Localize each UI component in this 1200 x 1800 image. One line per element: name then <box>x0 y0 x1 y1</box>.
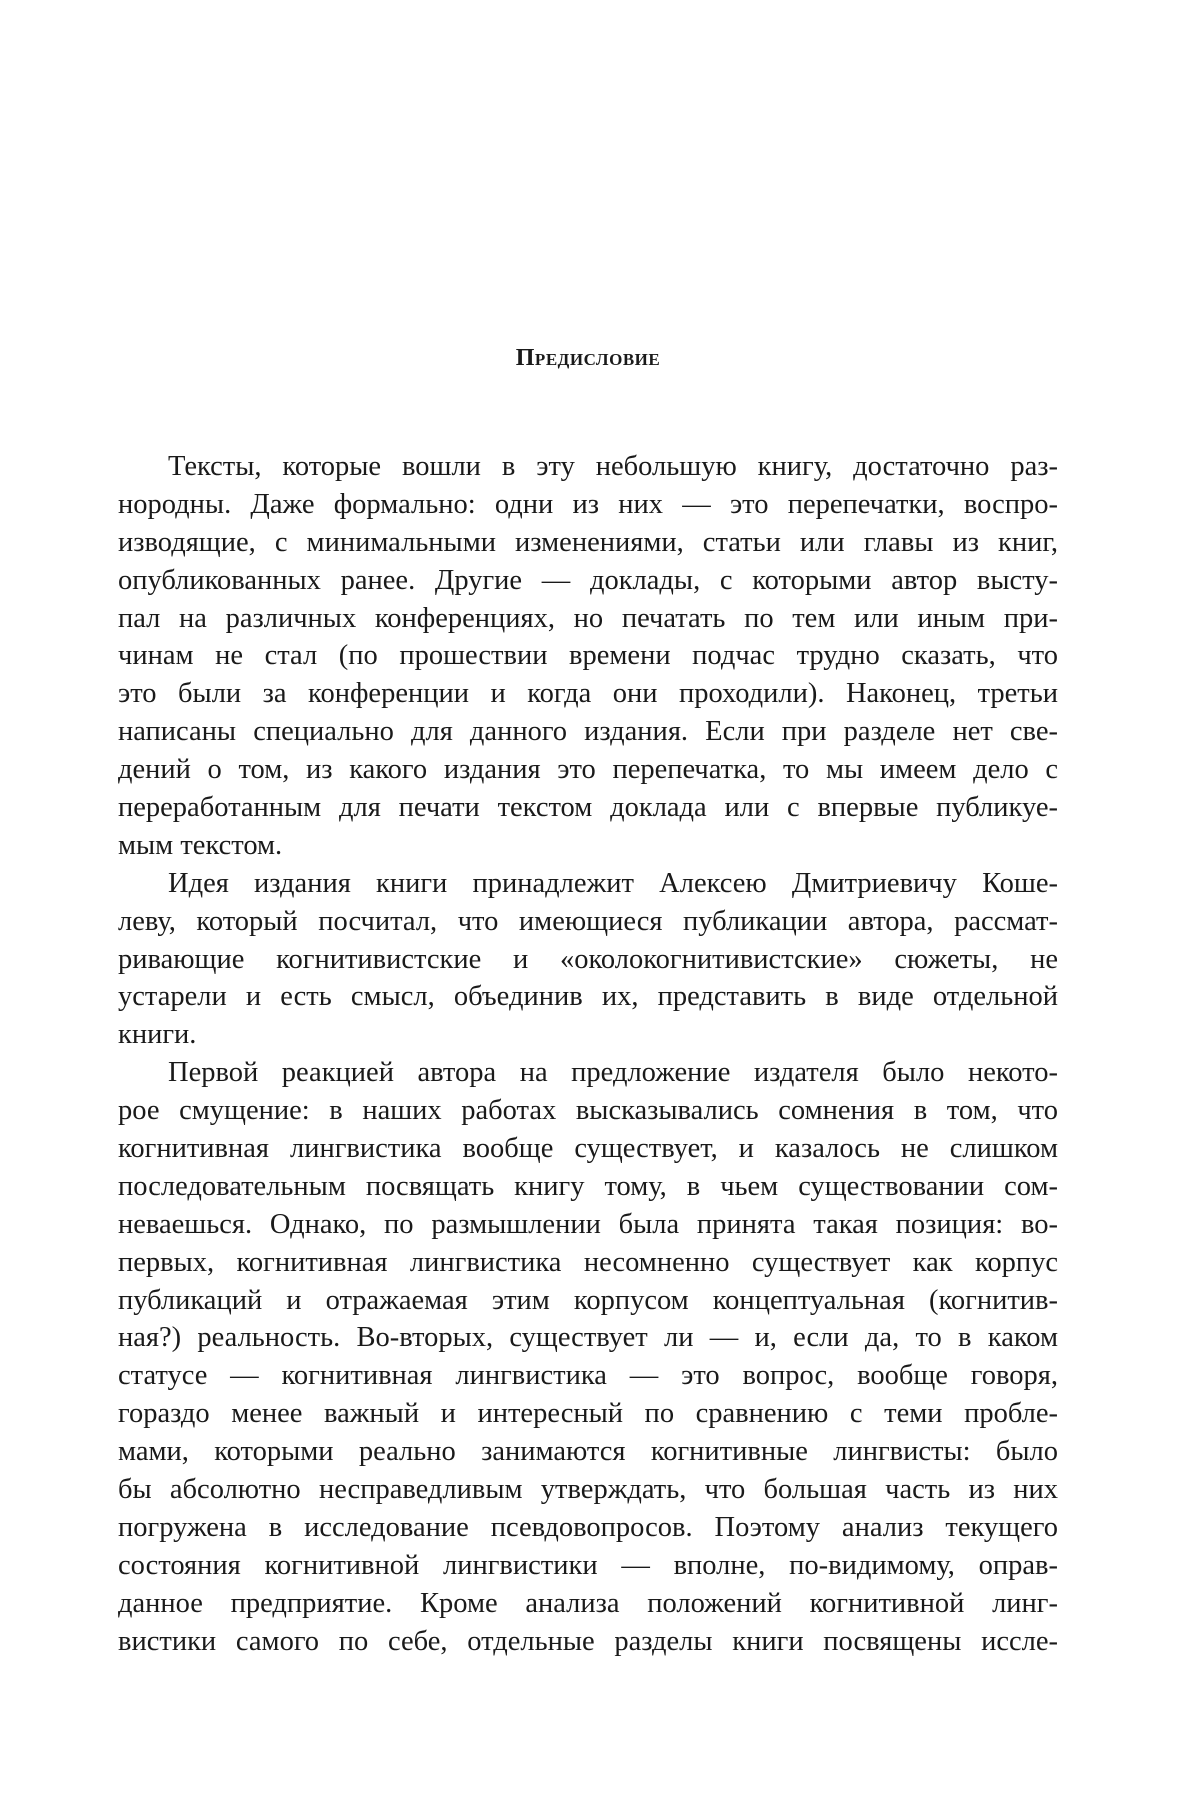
text-line: неваешься. Однако, по размышлении была принята такая позиция: во- <box>118 1208 1058 1240</box>
text-line: нородны. Даже формально: одни из них — это перепечатки, воспро- <box>118 488 1058 520</box>
text-line: состояния когнитивной лингвистики — вполне, по-видимому, оправ- <box>118 1549 1058 1581</box>
text-line: вистики самого по себе, отдельные разделы книги посвящены иссле- <box>118 1625 1058 1657</box>
text-line: устарели и есть смысл, объединив их, представить в виде отдельной <box>118 981 1058 1013</box>
text-line: рое смущение: в наших работах высказывались сомнения в том, что <box>118 1095 1058 1127</box>
paragraph-1 <box>118 448 1058 865</box>
text-line: чинам не стал (по прошествии времени подчас трудно сказать, что <box>118 640 1058 672</box>
paragraph-3 <box>118 1054 1058 1660</box>
text-line: изводящие, с минимальными изменениями, статьи или главы из книг, <box>118 526 1058 558</box>
text-line: бы абсолютно несправедливым утверждать, что большая часть из них <box>118 1474 1058 1506</box>
text-line: пал на различных конференциях, но печатать по тем или иным при- <box>118 602 1058 634</box>
text-line: ная?) реальность. Во-вторых, существует ли — и, если да, то в каком <box>118 1322 1058 1354</box>
text-line: когнитивная лингвистика вообще существует, и казалось не слишком <box>118 1133 1058 1165</box>
text-line: книги. <box>118 1019 197 1051</box>
text-line: первых, когнитивная лингвистика несомненно существует как корпус <box>118 1246 1058 1278</box>
text-line: переработанным для печати текстом доклада или с впервые публикуе- <box>118 792 1058 824</box>
paragraph-2 <box>118 865 1058 1054</box>
text-line: Идея издания книги принадлежит Алексею Дмитриевичу Коше- <box>168 867 1058 899</box>
text-line: это были за конференции и когда они проходили). Наконец, третьи <box>118 678 1058 710</box>
text-line: данное предприятие. Кроме анализа положений когнитивной линг- <box>118 1587 1058 1619</box>
text-line: гораздо менее важный и интересный по сравнению с теми пробле- <box>118 1398 1058 1430</box>
text-line: ривающие когнитивистские и «околокогнитивистские» сюжеты, не <box>118 943 1058 975</box>
text-line: опубликованных ранее. Другие — доклады, с которыми автор высту- <box>118 564 1058 596</box>
text-line: леву, который посчитал, что имеющиеся публикации автора, рассмат- <box>118 905 1058 937</box>
text-line: Тексты, которые вошли в эту небольшую книгу, достаточно раз- <box>168 451 1058 482</box>
text-line: публикаций и отражаемая этим корпусом концептуальная (когнитив- <box>118 1284 1058 1316</box>
text-line: последовательным посвящать книгу тому, в чьем существовании сом- <box>118 1170 1058 1202</box>
text-line: мами, которыми реально занимаются когнитивные лингвисты: было <box>118 1436 1058 1468</box>
text-line: мым текстом. <box>118 829 283 861</box>
text-line: дений о том, из какого издания это перепечатка, то мы имеем дело с <box>118 754 1058 786</box>
body-text <box>118 448 1058 1661</box>
text-line: погружена в исследование псевдовопросов. Поэтому анализ текущего <box>118 1511 1058 1543</box>
text-line: Первой реакцией автора на предложение издателя было некото- <box>168 1057 1058 1089</box>
text-line: статусе — когнитивная лингвистика — это вопрос, вообще говоря, <box>118 1360 1058 1392</box>
text-line: написаны специально для данного издания. Если при разделе нет све- <box>118 716 1058 748</box>
page-title: Предисловие <box>515 345 661 371</box>
